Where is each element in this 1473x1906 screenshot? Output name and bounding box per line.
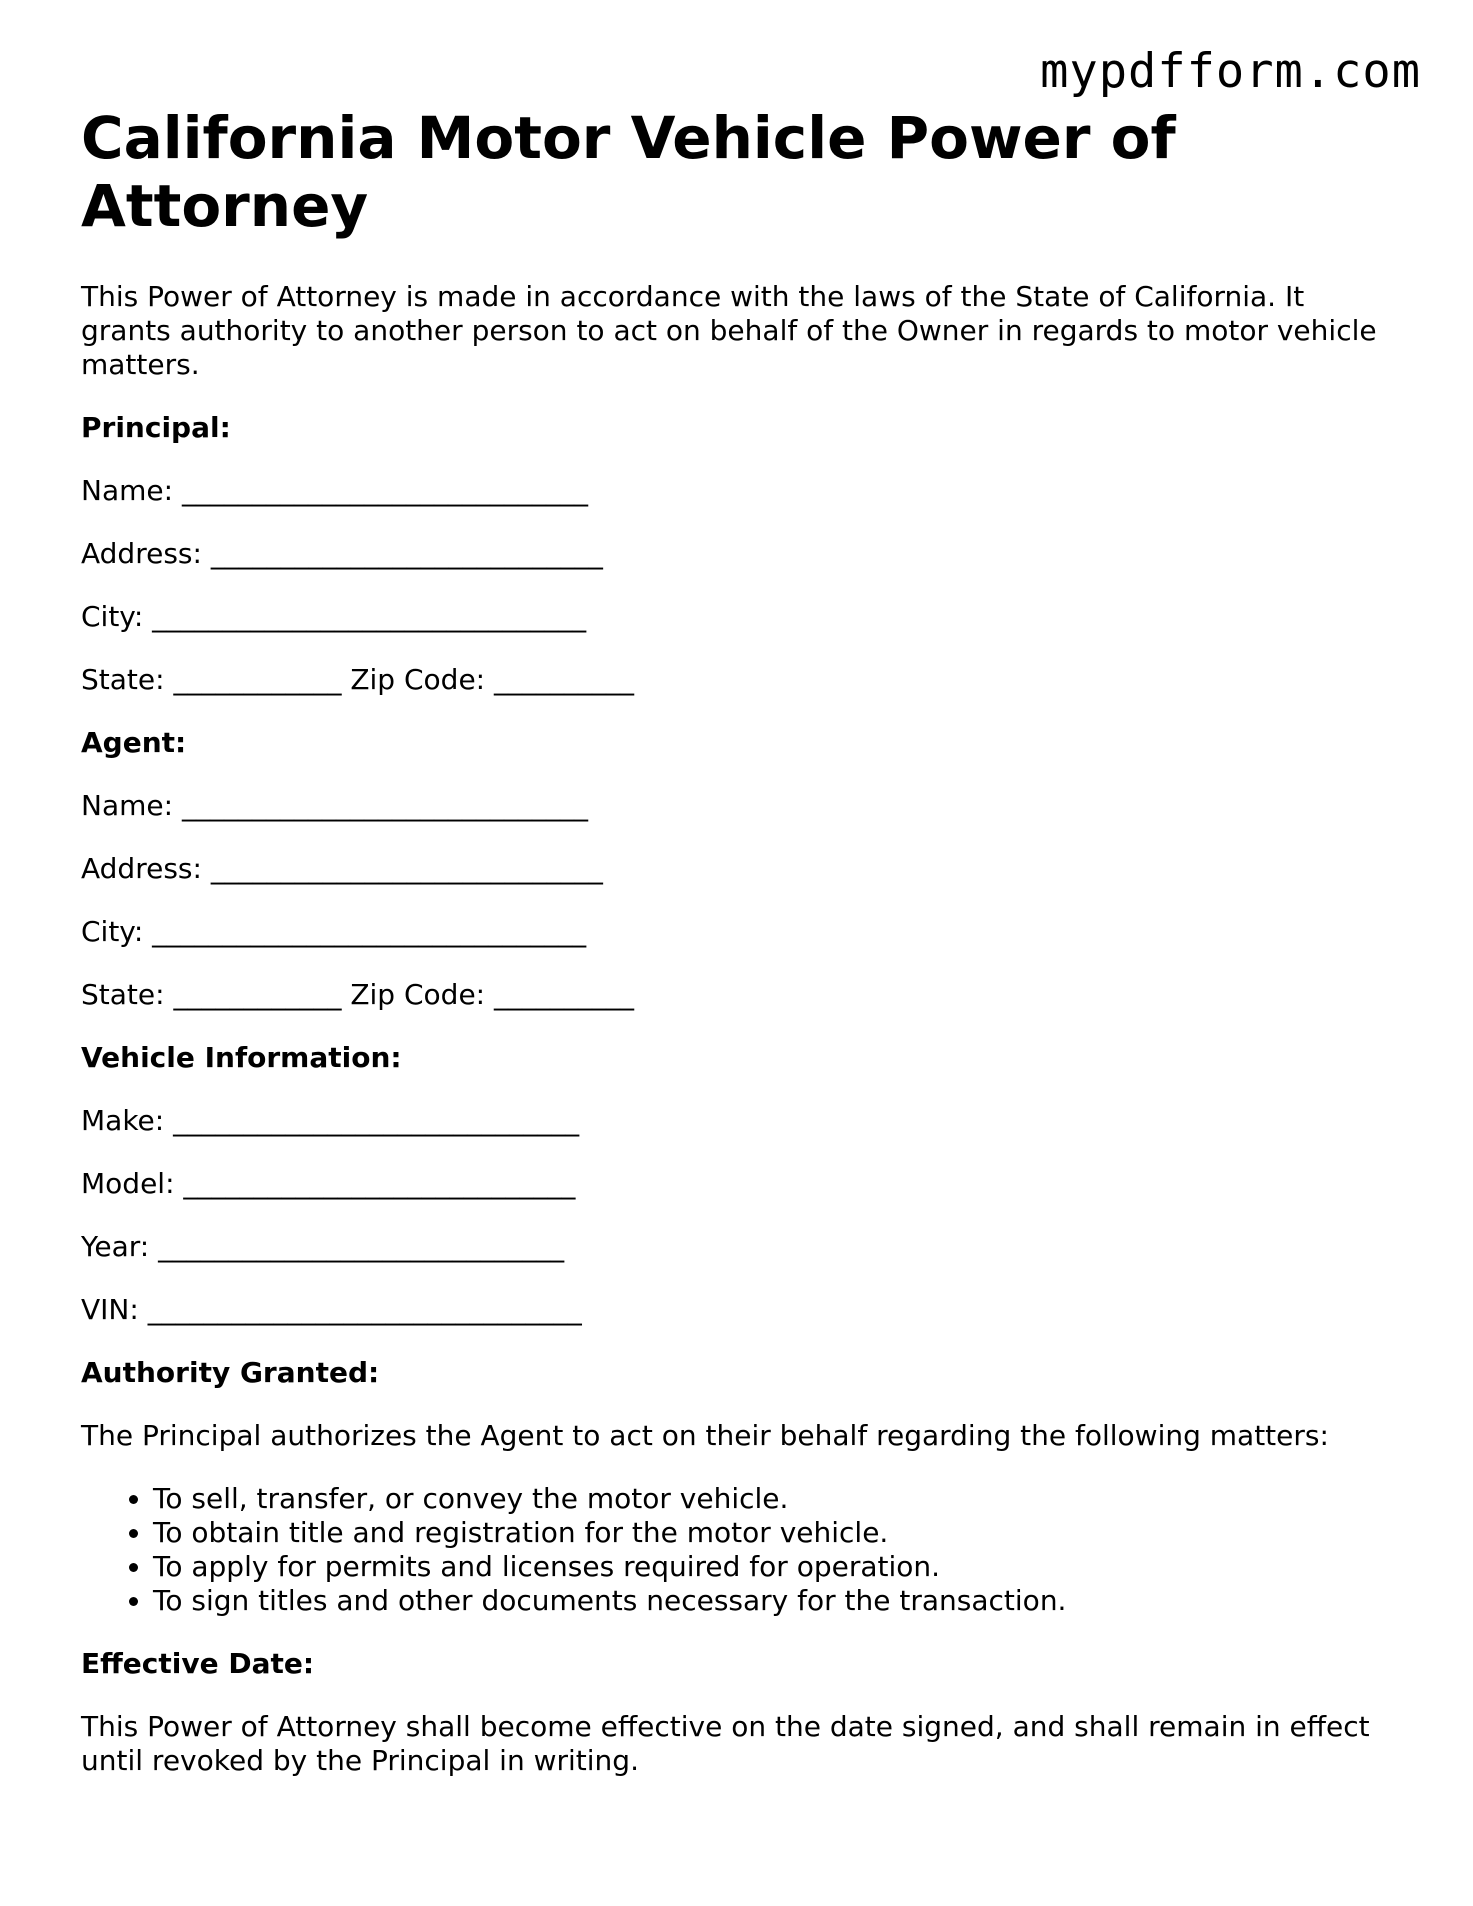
- vehicle-year-field: Year: _____________________________: [81, 1230, 565, 1263]
- vehicle-make-field: Make: _____________________________: [81, 1104, 580, 1137]
- authority-list: [81, 1482, 1401, 1618]
- authority-heading: Authority Granted:: [81, 1356, 380, 1389]
- principal-name-field: Name: _____________________________: [81, 474, 588, 507]
- document-title: California Motor Vehicle Power of Attorney: [81, 104, 1176, 240]
- list-item: • To obtain title and registration for the motor vehicle.: [153, 1516, 1401, 1550]
- principal-city-field: City: _______________________________: [81, 600, 587, 633]
- effective-date-heading: Effective Date:: [81, 1647, 315, 1680]
- principal-heading: Principal:: [81, 411, 231, 444]
- agent-heading: Agent:: [81, 726, 187, 759]
- list-item: • To sign titles and other documents necessary for the transaction.: [153, 1584, 1401, 1618]
- authority-text: The Principal authorizes the Agent to act on their behalf regarding the following matters:: [81, 1419, 1329, 1452]
- agent-name-field: Name: _____________________________: [81, 789, 588, 822]
- principal-state-zip-field: State: ____________ Zip Code: __________: [81, 663, 634, 696]
- list-item: • To sell, transfer, or convey the motor vehicle.: [153, 1482, 1401, 1516]
- agent-address-field: Address: ____________________________: [81, 852, 603, 885]
- agent-city-field: City: _______________________________: [81, 915, 587, 948]
- intro-paragraph: This Power of Attorney is made in accordance with the laws of the State of California. It grants authority to another person to act on behalf of the Owner in regards to motor vehicle matters.: [81, 280, 1377, 381]
- document-page: [81, 104, 1401, 1778]
- vehicle-vin-field: VIN: _______________________________: [81, 1293, 582, 1326]
- principal-address-field: Address: ____________________________: [81, 537, 603, 570]
- vehicle-model-field: Model: ____________________________: [81, 1167, 576, 1200]
- effective-date-text: This Power of Attorney shall become effective on the date signed, and shall remain in effect until revoked by the Principal in writing.: [81, 1710, 1370, 1777]
- vehicle-heading: Vehicle Information:: [81, 1041, 402, 1074]
- agent-state-zip-field: State: ____________ Zip Code: __________: [81, 978, 634, 1011]
- site-watermark: mypdfform.com: [1040, 44, 1421, 99]
- list-item: • To apply for permits and licenses required for operation.: [153, 1550, 1401, 1584]
